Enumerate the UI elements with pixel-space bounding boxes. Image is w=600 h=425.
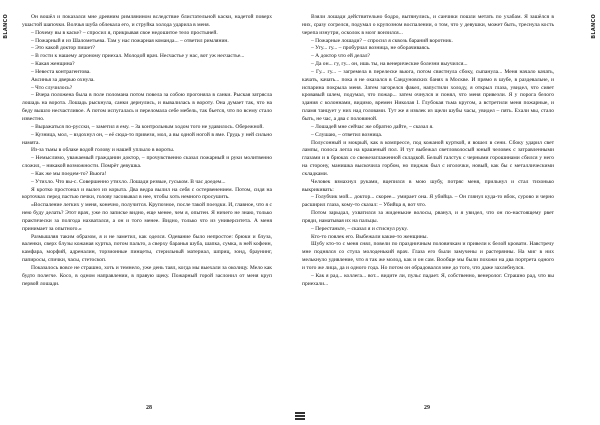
left-page-text	[22, 14, 272, 289]
left-page-number: 28	[146, 405, 152, 411]
paragraph: – Пожарный я из Шалометьева. Там у нас пожарная команда... – ответил римлянин.	[31, 37, 229, 44]
menu-bar	[295, 412, 305, 414]
paragraph: – Кузница, мол, – вздохнул он, – её сюда-то привези, мол, а вы одной ногой в яме. Грудь у ней сильно намята.	[22, 131, 272, 146]
paragraph: – Лошадей мне сейчас же обратно дайте, – сказал я.	[311, 123, 434, 130]
paragraph: – Перестаньте, – сказал я и стиснул руку.	[311, 225, 408, 232]
paragraph: – Пожарные лошади? – спросил я сквозь бараний воротник.	[311, 37, 453, 44]
paragraph: Из-за тьмы в облаке водой голову и нашей уплыло в вороты.	[31, 147, 175, 154]
menu-bar	[295, 415, 305, 417]
paragraph: – А доктор что ей делал?	[311, 53, 370, 60]
paragraph: – Выражаться по-русски, – заметил я ему. – За контрольным ходом того не удавилось. Обережной.	[31, 123, 264, 130]
paragraph: – Какая женщина?	[31, 61, 75, 68]
paragraph: – Угу... гу... – пробурчал возница, не оборачиваясь.	[311, 45, 431, 52]
paragraph: Показалось вовсе не страшно, хоть и темнело, уже день таял, когда мы выехали за околицу. Мело как будто полегче. Косо, в одном направлении, в правую щеку. Пожарный горой заслонил от меня круп первой лошади.	[22, 265, 272, 287]
hamburger-menu-icon[interactable]	[295, 412, 305, 420]
paragraph: – Как же мы поедем-то? Вьюга!	[31, 170, 107, 177]
paragraph: – Голубчик мой... доктор... скорее... умирает она. Я убийца. – Он глянул куда-то вбок, сурово и черно расширил глаза, кому-то сказал: – Убийца я, вот что.	[302, 194, 554, 209]
paragraph: – Почему вы в каске? – спросил я, прикрывая свое недошитое тело простыней.	[31, 29, 218, 36]
paragraph: Шубу кто-то с меня снял, повели по праздничным половичкам и привели к белой кровати. Навстречу мне поднялся со стула молоденький врач. Глаза его были замучены и растерянны. На миг в них мелькнуло удивление, что я так же молод, как и он сам. Вообще мы были похожи на два портрета одного и того же лица, да и одного года. Но потом он обрадовался мне до того, что даже захлебнулся.	[302, 241, 554, 271]
paragraph: – В гости к нашему агроному приехал. Молодой врач. Несчастье у нас, вот уж несчастье...	[31, 53, 245, 60]
right-side-tag: BLANCO	[591, 14, 597, 39]
paragraph: Аксинья за дверью охнула.	[31, 76, 95, 83]
paragraph: Кто-то повлек его. Выбежали какие-то женщины.	[311, 233, 428, 240]
paragraph: Человек взмахнул руками, вцепился в мою шубу, потряс меня, прильнул и стал тихонько выкрикивать:	[302, 178, 554, 193]
left-side-tag: BLANCO	[3, 14, 9, 39]
paragraph: – Слушаю, – ответил возница.	[311, 131, 383, 138]
right-page-number: 29	[424, 405, 430, 411]
paragraph: – Утихло. Что вы-с. Совершенно утихло. Лошади резвые, гуськом. В час доедем...	[31, 178, 226, 185]
paragraph: – Как я рад... коллега... вот... видите ли, пульс падает. Я, собственно, венеролог. Страшно рад, что вы приехали...	[302, 272, 554, 287]
paragraph: «Воспаление легких у меня, конечно, получится. Крупозное, после такой поездки. И, главное, что я с нею буду делать? Этот врач, уже по записке видно, еще менее, чем я, опытен. Я ничего не знаю, только практически за полгода нахватался, а он и того менее. Видно, только что из университета. А меня принимает за опытного.»	[22, 202, 272, 232]
paragraph: – Гу... гу... – загремела в перелеске вьюга, потом свистнула сбоку, сыпанула... Меня начало качать, качать, качать... пока я не оказался в Сандуновских банях в Москве. И прямо в шубе, в раздевальне, и испарина покрыла меня. Затем загорелся факел, напустили холоду, я открыл глаза, увидел, что сияет кровавый шлем, подумал, что пожар... затем очнулся и понял, что меня привезли. Я у порога белого здания с колоннами, видимо, времен Николая I. Глубокая тьма кругом, а встретили меня пожарные, и пламя танцует у них над головами. Тут же я извлек из щели шубы часы, увидел – пять. Ехали мы, стало быть, не час, а два с половиной.	[302, 68, 554, 122]
right-page-text	[302, 14, 554, 289]
paragraph: Полусонный и мокрый, как в компрессе, под кожаной курткой, я вошел в сени. Сбоку ударил свет лампы, полоса легла на крашеный пол. И тут выбежал светловолосый юный человек с затравленными глазами и в брюках со свежезаглаженной складкой. Белый галстук с черными горошинами сбился у него на сторону, манишка выскочила горбом, но пиджак был с иголочки, новый, как бы с металлическими складками.	[302, 139, 554, 177]
paragraph: Я кротко простонал и вылез из корыта. Два ведра вылил на себя с остервенением. Потом, сидя на корточках перед пастью печки, голову засовывал в нее, чтобы хоть немного просушить.	[22, 186, 272, 201]
paragraph: Размышляя таким образом, я и не заметил, как оделся. Одевание было непростое: брюки и блуза, валенки, сверх блузы кожаная куртка, потом пальто, а сверху баранья шуба, шапка, сумка, в ней кофеин, камфара, морфий, адреналин, торзионные пинцеты, стерильный материал, шприц, зонд, браунинг, папиросы, спички, часы, стетоскоп.	[22, 233, 272, 264]
paragraph: – Да он... гу, гу... он, ишь ты, на венерические болезни выучился...	[311, 61, 468, 68]
paragraph: Он вошёл и показался мне древним римлянином вследствие блистательной каски, надетой поверх ушастой шапочки. Волчья шуба облекала его, и струйка холода ударила в меня.	[22, 14, 272, 28]
paragraph: – Это какой доктор пишет?	[31, 45, 96, 52]
paragraph: – Немыслимо, уважаемый гражданин доктор, – прочувственно сказал пожарный и руки молитвенно сложил, – никакой возможности. Помрёт девушка.	[22, 155, 272, 170]
paragraph: – Невеста контрагентова.	[31, 68, 91, 75]
right-page	[302, 0, 554, 400]
paragraph: Потом зарыдал, ухватился за жиденькие волосы, рванул, и я увидел, что он по-настоящему рвет пряди, наматывая их на пальцы.	[302, 210, 554, 224]
paragraph: – Что случилось?	[31, 84, 73, 91]
paragraph: – Вчера положена была в поле поломана потом повела за собою прогоняла в санки. Рыская затрясла лошадь на ворота. Лошадь рыскнула, санки дернулись, и вывалилась в вороту. Она думает так, что на беду вышло несчастливое. А потом испугалась и переломала себе мебель, так бьется, что по всему стало известно.	[22, 92, 272, 122]
left-page	[22, 0, 272, 400]
paragraph: Взяли лошади действительно бодро, вытянулись, и санчики пошли метать по ухабам. Я зашёлся в них, сразу согрелся, подумал о крупозном воспалении, о том, что у девушки, может быть, треснула кость черепа изнутри, осколок в мозг вонзился...	[302, 14, 554, 36]
menu-bar	[295, 418, 305, 420]
